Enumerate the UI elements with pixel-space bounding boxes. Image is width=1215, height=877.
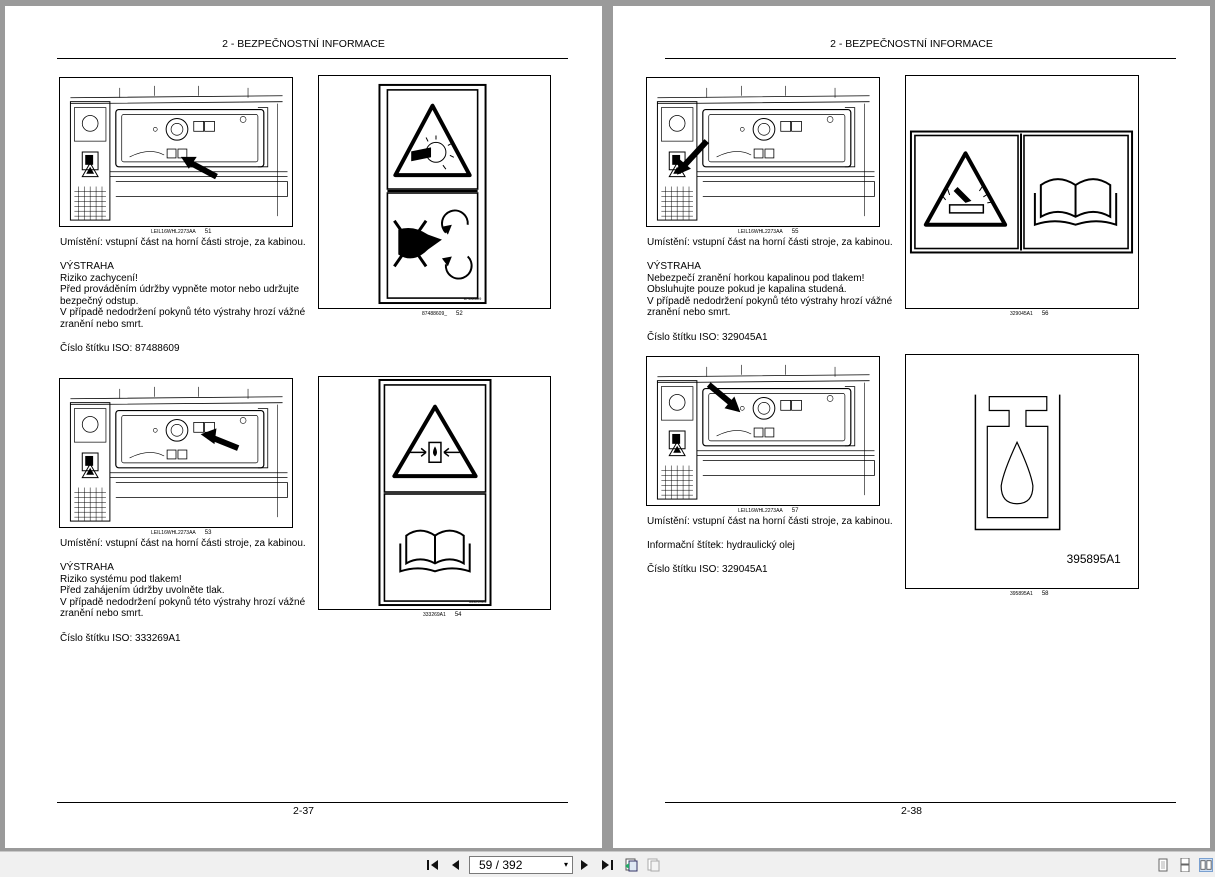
warning-title: VÝSTRAHA	[60, 562, 114, 574]
label-caption: 395895A1 58	[1010, 591, 1049, 597]
iso-number: Číslo štítku ISO: 329045A1	[647, 564, 768, 576]
photo-caption: LEIL16WHL2273AA 53	[151, 530, 212, 536]
continuous-page-icon[interactable]	[1178, 858, 1192, 872]
warning-line: Riziko zachycení!	[60, 272, 138, 284]
iso-number: Číslo štítku ISO: 87488609	[60, 343, 180, 355]
warning-line: Riziko systému pod tlakem!	[60, 573, 182, 585]
info-text: Informační štítek: hydraulický olej	[647, 540, 795, 552]
section-text-4	[647, 516, 897, 576]
warning-line: Před prováděním údržby vypněte motor nebo udržujte bezpečný odstup.	[60, 284, 300, 307]
photo-caption: LEIL16WHL2273AA 57	[738, 508, 799, 514]
machine-photo-55	[646, 77, 880, 227]
page-indicator: 59 / 392	[479, 858, 523, 872]
location-text: Umístění: vstupní část na horní části stroje, za kabinou.	[647, 516, 893, 527]
warning-line: Před zahájením údržby uvolněte tlak.	[60, 585, 225, 597]
warning-line: V případě nedodržení pokynů této výstrahy hrozí vážné zranění nebo smrt.	[60, 596, 306, 620]
header-rule	[665, 58, 1176, 59]
iso-number: Číslo štítku ISO: 333269A1	[60, 632, 181, 644]
footer-rule	[57, 802, 568, 803]
label-small-code: 87488609	[463, 296, 482, 302]
header-rule	[57, 58, 568, 59]
prev-page-icon[interactable]	[448, 858, 462, 872]
safety-label-56	[905, 75, 1139, 309]
location-text: Umístění: vstupní část na horní části stroje, za kabinou.	[60, 538, 306, 549]
location-text: Umístění: vstupní část na horní části stroje, za kabinou.	[647, 237, 893, 248]
last-page-icon[interactable]	[600, 858, 614, 872]
section-text-1	[60, 237, 310, 355]
page-number: 2-37	[292, 805, 314, 817]
machine-photo-51	[59, 77, 293, 227]
warning-title: VÝSTRAHA	[60, 261, 114, 273]
info-label-58	[905, 354, 1139, 589]
forward-view-icon[interactable]	[647, 858, 661, 872]
machine-photo-53	[59, 378, 293, 528]
safety-label-52	[318, 75, 551, 309]
location-text: Umístění: vstupní část na horní části stroje, za kabinou.	[60, 237, 306, 248]
page-number: 2-38	[900, 805, 922, 817]
label-caption: 87488609_ 52	[422, 311, 463, 317]
photo-caption: LEIL16WHL2273AA 55	[738, 229, 799, 235]
warning-title: VÝSTRAHA	[647, 261, 701, 273]
warning-line: V případě nedodržení pokynů této výstrahy hrozí vážné zranění nebo smrt.	[647, 295, 893, 319]
viewer-toolbar	[0, 851, 1215, 877]
warning-line: V případě nedodržení pokynů této výstrahy hrozí vážné zranění nebo smrt.	[60, 307, 306, 331]
first-page-icon[interactable]	[426, 858, 440, 872]
two-page-icon[interactable]	[1199, 858, 1213, 872]
iso-number: Číslo štítku ISO: 329045A1	[647, 331, 768, 343]
next-page-icon[interactable]	[578, 858, 592, 872]
section-text-2	[60, 538, 310, 644]
page-left	[5, 6, 602, 848]
single-page-icon[interactable]	[1156, 858, 1170, 872]
safety-label-54	[318, 376, 551, 610]
chevron-down-icon[interactable]: ▾	[563, 860, 568, 869]
photo-caption: LEIL16WHL2273AA 51	[151, 229, 212, 235]
page-header: 2 - BEZPEČNOSTNÍ INFORMACE	[830, 38, 993, 50]
warning-line: Obsluhujte pouze pokud je kapalina studená.	[647, 284, 847, 296]
label-caption: 329045A1 56	[1010, 311, 1049, 317]
label-caption: 333269A1 54	[423, 612, 462, 618]
footer-rule	[665, 802, 1176, 803]
warning-line: Nebezpečí zranění horkou kapalinou pod tlakem!	[647, 272, 865, 284]
page-number-input[interactable]	[469, 856, 573, 874]
label-small-code: 333269A1	[468, 599, 487, 605]
back-view-icon[interactable]	[624, 858, 638, 872]
section-text-3	[647, 237, 897, 343]
page-right	[613, 6, 1210, 848]
label-big-code: 395895A1	[1066, 552, 1121, 567]
machine-photo-57	[646, 356, 880, 506]
page-header: 2 - BEZPEČNOSTNÍ INFORMACE	[222, 38, 385, 50]
